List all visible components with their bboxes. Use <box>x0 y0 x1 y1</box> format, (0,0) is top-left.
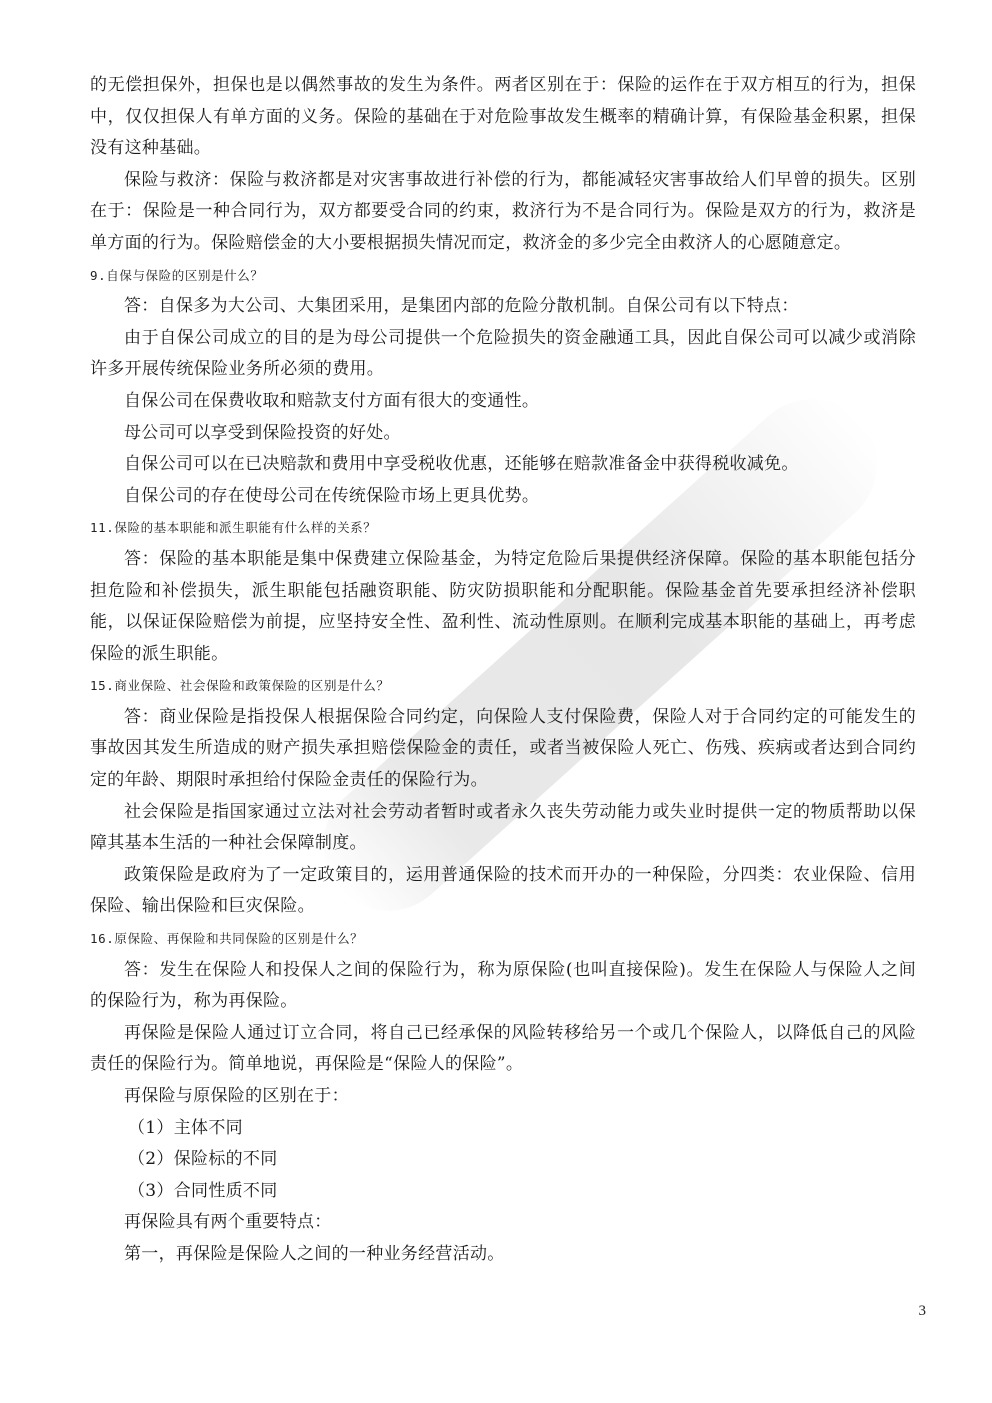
answer-paragraph: 自保公司在保费收取和赔款支付方面有很大的变通性。 <box>124 390 540 411</box>
paragraph-continuation: 的无偿担保外，担保也是以偶然事故的发生为条件。两者区别在于：保险的运作在于双方相互的行为，担保中，仅仅担保人有单方面的义务。保险的基础在于对危险事故发生概率的精确计算，有保险基金积累，担保没有这种基础。 <box>90 75 916 159</box>
list-item: （2）保险标的不同 <box>128 1149 278 1170</box>
answer-paragraph: 答：商业保险是指投保人根据保险合同约定，向保险人支付保险费，保险人对于合同约定的可能发生的事故因其发生所造成的财产损失承担赔偿保险金的责任，或者当被保险人死亡、伤残、疾病或者达到合同约定的年龄、期限时承担给付保险金责任的保险行为。 <box>90 706 916 791</box>
answer-paragraph: 答：保险的基本职能是集中保费建立保险基金，为特定危险后果提供经济保障。保险的基本职能包括分担危险和补偿损失，派生职能包括融资职能、防灾防损职能和分配职能。保险基金首先要承担经济补偿职能，以保证保险赔偿为前提，应坚持安全性、盈利性、流动性原则。在顺利完成基本职能的基础上，再考虑保险的派生职能。 <box>90 548 916 664</box>
list-item: （3）合同性质不同 <box>128 1180 278 1201</box>
page-number: 3 <box>918 1303 926 1319</box>
answer-paragraph: 自保公司的存在使母公司在传统保险市场上更具优势。 <box>124 485 540 506</box>
list-item: （1）主体不同 <box>128 1117 243 1138</box>
answer-paragraph: 母公司可以享受到保险投资的好处。 <box>124 422 401 443</box>
answer-paragraph: 政策保险是政府为了一定政策目的，运用普通保险的技术而开办的一种保险，分四类：农业保险、信用保险、输出保险和巨灾保险。 <box>90 864 916 917</box>
page-content <box>90 70 916 1271</box>
answer-paragraph: 由于自保公司成立的目的是为母公司提供一个危险损失的资金融通工具，因此自保公司可以减少或消除许多开展传统保险业务所必须的费用。 <box>90 327 916 380</box>
question-heading-16: 16.原保险、再保险和共同保险的区别是什么？ <box>90 931 364 947</box>
question-heading-9: 9.自保与保险的区别是什么？ <box>90 267 264 283</box>
answer-paragraph: 自保公司可以在已决赔款和费用中享受税收优惠，还能够在赔款准备金中获得税收减免。 <box>124 454 799 475</box>
answer-paragraph: 第一，再保险是保险人之间的一种业务经营活动。 <box>124 1243 505 1264</box>
answer-paragraph: 答：发生在保险人和投保人之间的保险行为，称为原保险(也叫直接保险)。发生在保险人与保险人之间的保险行为，称为再保险。 <box>90 959 916 1012</box>
question-heading-11: 11.保险的基本职能和派生职能有什么样的关系？ <box>90 520 377 536</box>
question-heading-15: 15.商业保险、社会保险和政策保险的区别是什么？ <box>90 678 390 694</box>
answer-paragraph: 答：自保多为大公司、大集团采用，是集团内部的危险分散机制。自保公司有以下特点： <box>124 296 799 317</box>
paragraph-insurance-vs-relief: 保险与救济：保险与救济都是对灾害事故进行补偿的行为，都能减轻灾害事故给人们早曾的损失。区别在于：保险是一种合同行为，双方都要受合同的约束，救济行为不是合同行为。保险是双方的行为，救济是单方面的行为。保险赔偿金的大小要根据损失情况而定，救济金的多少完全由救济人的心愿随意定。 <box>90 169 916 253</box>
answer-paragraph: 再保险具有两个重要特点： <box>124 1212 332 1233</box>
answer-paragraph: 再保险与原保险的区别在于： <box>124 1086 349 1106</box>
answer-paragraph: 再保险是保险人通过订立合同，将自己已经承保的风险转移给另一个或几个保险人，以降低自己的风险责任的保险行为。简单地说，再保险是“保险人的保险”。 <box>90 1022 916 1075</box>
answer-paragraph: 社会保险是指国家通过立法对社会劳动者暂时或者永久丧失劳动能力或失业时提供一定的物质帮助以保障其基本生活的一种社会保障制度。 <box>90 801 916 854</box>
